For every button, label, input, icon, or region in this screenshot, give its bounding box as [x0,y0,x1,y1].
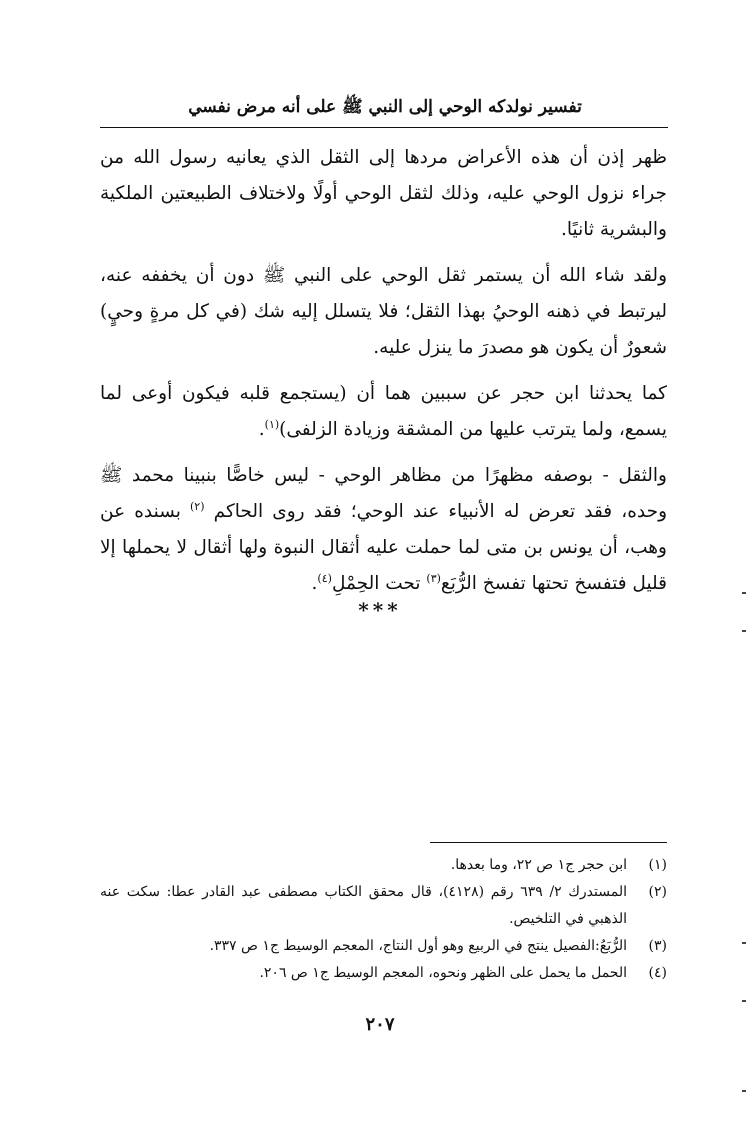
footnote-number: (١) [648,857,667,873]
footnote-number: (٢) [648,884,667,900]
paragraph-1: ظهر إذن أن هذه الأعراض مردها إلى الثقل الذي يعانيه رسول الله من جراء نزول الوحي عليه، وذلك لثقل الوحي أولًا ولاختلاف الطبيعتين الملكية والبشرية ثانيًا. [100,147,667,240]
running-header: تفسير نولدكه الوحي إلى النبي ﷺ على أنه مرض نفسي [188,97,582,117]
scan-mark [742,630,746,632]
header-rule [100,127,668,128]
footnote-ref-3[interactable]: (٣) [426,571,441,585]
scan-mark [742,1000,746,1002]
paragraph-3-text: كما يحدثنا ابن حجر عن سببين هما أن (يستجمع قلبه فيكون أوعى لما يسمع، ولما يترتب عليها من المشقة وزيادة الزلفى) [100,383,667,440]
paragraph-4 [100,458,667,602]
scan-mark [742,942,746,944]
scan-mark [742,1090,746,1092]
page-number: ٢٠٧ [365,1014,395,1035]
footnote-3 [100,933,667,960]
footnote-2 [100,879,667,933]
main-text [100,140,667,612]
paragraph-4-end: . [311,573,318,594]
footnote-ref-1[interactable]: (١) [264,417,280,431]
footnote-rule [430,842,667,843]
footnote-ref-2[interactable]: (٢) [190,499,205,513]
footnote-4 [100,960,667,987]
scan-mark [742,592,746,594]
paragraph-4-part2: بسنده عن وهب، أن يونس بن متى لما حملت عليه أثقال النبوة ولها أثقال لا يحملها إلا قليل فتفسخ تحتها تفسخ الرُّبَع [100,501,667,594]
footnote-text: الحمل ما يحمل على الظهر ونحوه، المعجم الوسيط ج١ ص ٢٠٦. [259,965,627,981]
footnote-1 [100,852,667,879]
paragraph-4-part3: تحت الحِمْلِ [331,573,421,594]
footnotes [100,852,667,987]
paragraph-2: ولقد شاء الله أن يستمر ثقل الوحي على النبي ﷺ دون أن يخففه عنه، ليرتبط في ذهنه الوحيُ بهذا الثقل؛ فلا يتسلل إليه شك (في كل مرةٍ وحيٍ) شعورٌ أن يكون هو مصدرَ ما ينزل عليه. [100,265,667,358]
paragraph-4-part1: والثقل - بوصفه مظهرًا من مظاهر الوحي - ليس خاصًّا بنبينا محمد ﷺ وحده، فقد تعرض له الأنبياء عند الوحي؛ فقد روى الحاكم [100,465,668,522]
paragraph-3-end: . [258,419,265,440]
footnote-text: المستدرك ٢/ ٦٣٩ رقم (٤١٢٨)، قال محقق الكتاب مصطفى عبد القادر عطا: سكت عنه الذهبي في التلخيص. [100,884,627,927]
footnote-text: ابن حجر ج١ ص ٢٢، وما بعدها. [450,857,627,873]
section-separator: *** [358,598,402,622]
footnote-number: (٤) [648,965,667,981]
footnote-number: (٣) [648,938,667,954]
paragraph-3 [100,376,667,448]
footnote-text: الرُّبَعُ:الفصيل ينتج في الربيع وهو أول النتاج، المعجم الوسيط ج١ ص ٣٣٧. [209,938,627,954]
footnote-ref-4[interactable]: (٤) [317,571,332,585]
